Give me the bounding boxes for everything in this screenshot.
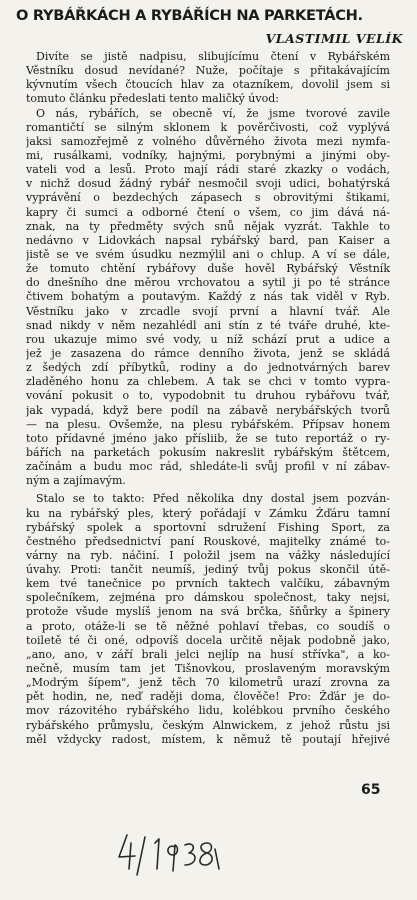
body-line: v nichž dosud žádný rybář nesmočil svoji udici, bohatýrská xyxy=(26,177,390,191)
body-line: zladěného honu za chlebem. A tak se chci v tomto vypra- xyxy=(26,375,390,389)
body-line: romantičtí se silným sklonem k pověrčivosti, což vyplývá xyxy=(26,120,390,134)
body-line: snad nikdy v něm nezahlédl ani stín z té tváře druhé, kte- xyxy=(26,318,390,332)
body-line: tomuto článku předeslati tento maličký úvod: xyxy=(26,92,279,106)
body-line: ným a zajímavým. xyxy=(26,474,126,488)
body-line: Divíte se jistě nadpisu, slibujícímu čtení v Rybářském xyxy=(36,50,390,63)
body-line: kapry či sumci a odborné čtení o všem, co jim dává ná- xyxy=(26,205,390,219)
body-line: z šedých zdí příbytků, rodiny a do jednotvárných barev xyxy=(26,361,390,375)
article-title: O RYBÁŘKÁCH A RYBÁŘÍCH NA PARKETÁCH. xyxy=(16,7,363,24)
body-line: jak vypadá, když bere podíl na zábavě nerybářských tvorů xyxy=(26,403,390,417)
handwritten-note xyxy=(115,829,225,881)
body-line: rou ukazuje mimo své vody, u níž schází prut a udice a xyxy=(26,332,390,346)
body-line: čtivem bohatým a poutavým. Každý z nás tak viděl v Ryb. xyxy=(26,290,390,304)
body-line: rybářského průmyslu, českým Alnwickem, z jehož růstu jsi xyxy=(26,718,390,732)
body-line: vování pokusit o to, vypodobnit tu druhou rybářovu tvář, xyxy=(26,389,390,403)
body-line: — na plesu. Ovšemže, na plesu rybářském. Přípsav honem xyxy=(26,417,390,431)
body-line: „Modrým šípem", jenž těch 70 kilometrů urazí zrovna za xyxy=(26,676,390,690)
body-line: kem tvé tanečnice po prvních taktech valčíku, zábavným xyxy=(26,577,390,591)
body-line: „ano, ano, v září brali jelci nejlíp na husí střívka", a ko- xyxy=(26,647,390,661)
body-line: toiletě té či oné, odpovíš docela určitě nějak podobně jako, xyxy=(26,633,390,647)
body-line: toto přídavné jméno jako přísliib, že se tuto reportáž o ry- xyxy=(26,431,390,445)
body-line: Věstníku dosud nevídané? Nuže, počítaje s přitakávajícím xyxy=(26,64,390,78)
handwriting-drawing xyxy=(115,829,225,881)
body-line: že tomuto chtění rybářovy duše hověl Rybářský Věstník xyxy=(26,262,390,276)
body-line: mi, rusálkami, vodníky, hajnými, porybnými a jinými oby- xyxy=(26,148,390,162)
body-line: vateli vod a lesů. Proto mají rádi staré zkazky o vodách, xyxy=(26,163,390,177)
body-line: měl vždycky radost, místem, k němuž tě poutají hřejivé xyxy=(26,732,390,746)
body-line: mov rázovitého rybářského lidu, kolébkou prvního českého xyxy=(26,704,390,718)
body-line: vyprávění o bezdechých zápasech s obrovitými štikami, xyxy=(26,191,390,205)
page-number: 65 xyxy=(361,782,381,798)
body-line: čestného předsednictví paní Rouskové, majitelky známé to- xyxy=(26,534,390,548)
body-line: nečně, musím tam jet Tišnovkou, proslaveným moravským xyxy=(26,662,390,676)
body-line: jež je zasazena do rámce denního života, jenž se skládá xyxy=(26,346,390,360)
body-line: bářích na parketách pokusím nakreslit rybářským štětcem, xyxy=(26,445,390,459)
body-line: várny na ryb. náčiní. I položil jsem na vážky následující xyxy=(26,548,390,562)
body-line: do dnešního dne měrou vrchovatou a sytil ji po té stránce xyxy=(26,276,390,290)
article-body xyxy=(26,50,390,747)
body-line: jistě se ve svém úsudku nezmýlil ani o chlup. A ví se dále, xyxy=(26,247,390,261)
body-line: jaksi samozřejmě z volného důvěrného života mezi nymfa- xyxy=(26,134,390,148)
article-author: VLASTIMIL VELÍK xyxy=(265,31,403,46)
body-line: a proto, otáže-li se tě něžné pohlaví třebas, co soudíš o xyxy=(26,619,390,633)
body-line: začínám a budu moc rád, shledáte-li svůj profil v ní zábav- xyxy=(26,460,390,474)
body-line: protože všude myslíš jenom na svá brčka, šňůrky a špinery xyxy=(26,605,390,619)
body-line: kývnutím všech čtoucích hlav za otazníkem, dovolil jsem si xyxy=(26,78,390,92)
body-line: nedávno v Lidovkách napsal rybářský bard, pan Kaiser a xyxy=(26,233,390,247)
body-line: společníkem, zejména pro dámskou společnost, taky nejsi, xyxy=(26,591,390,605)
body-line: Věstníku jako v zrcadle svojí první a hlavní tvář. Ale xyxy=(26,304,390,318)
body-line: úvahy. Proti: tančit neumíš, jediný tvůj pokus skončil útě- xyxy=(26,563,390,577)
body-line: znak, na ty předměty svých snů nějak vyzrát. Takhle to xyxy=(26,219,390,233)
body-line: Stalo se to takto: Před několika dny dostal jsem pozván- xyxy=(36,492,390,506)
body-line: pět hodin, ne, neď raději doma, člověče! Pro: Žďár je do- xyxy=(26,690,390,704)
body-line: ku na rybářský ples, který pořádají v Zámku Žďáru tamní xyxy=(26,506,390,520)
body-line: O nás, rybářích, se obecně ví, že jsme tvorové zavile xyxy=(36,106,390,120)
body-line: rybářský spolek a sportovní sdružení Fishing Sport, za xyxy=(26,520,390,534)
